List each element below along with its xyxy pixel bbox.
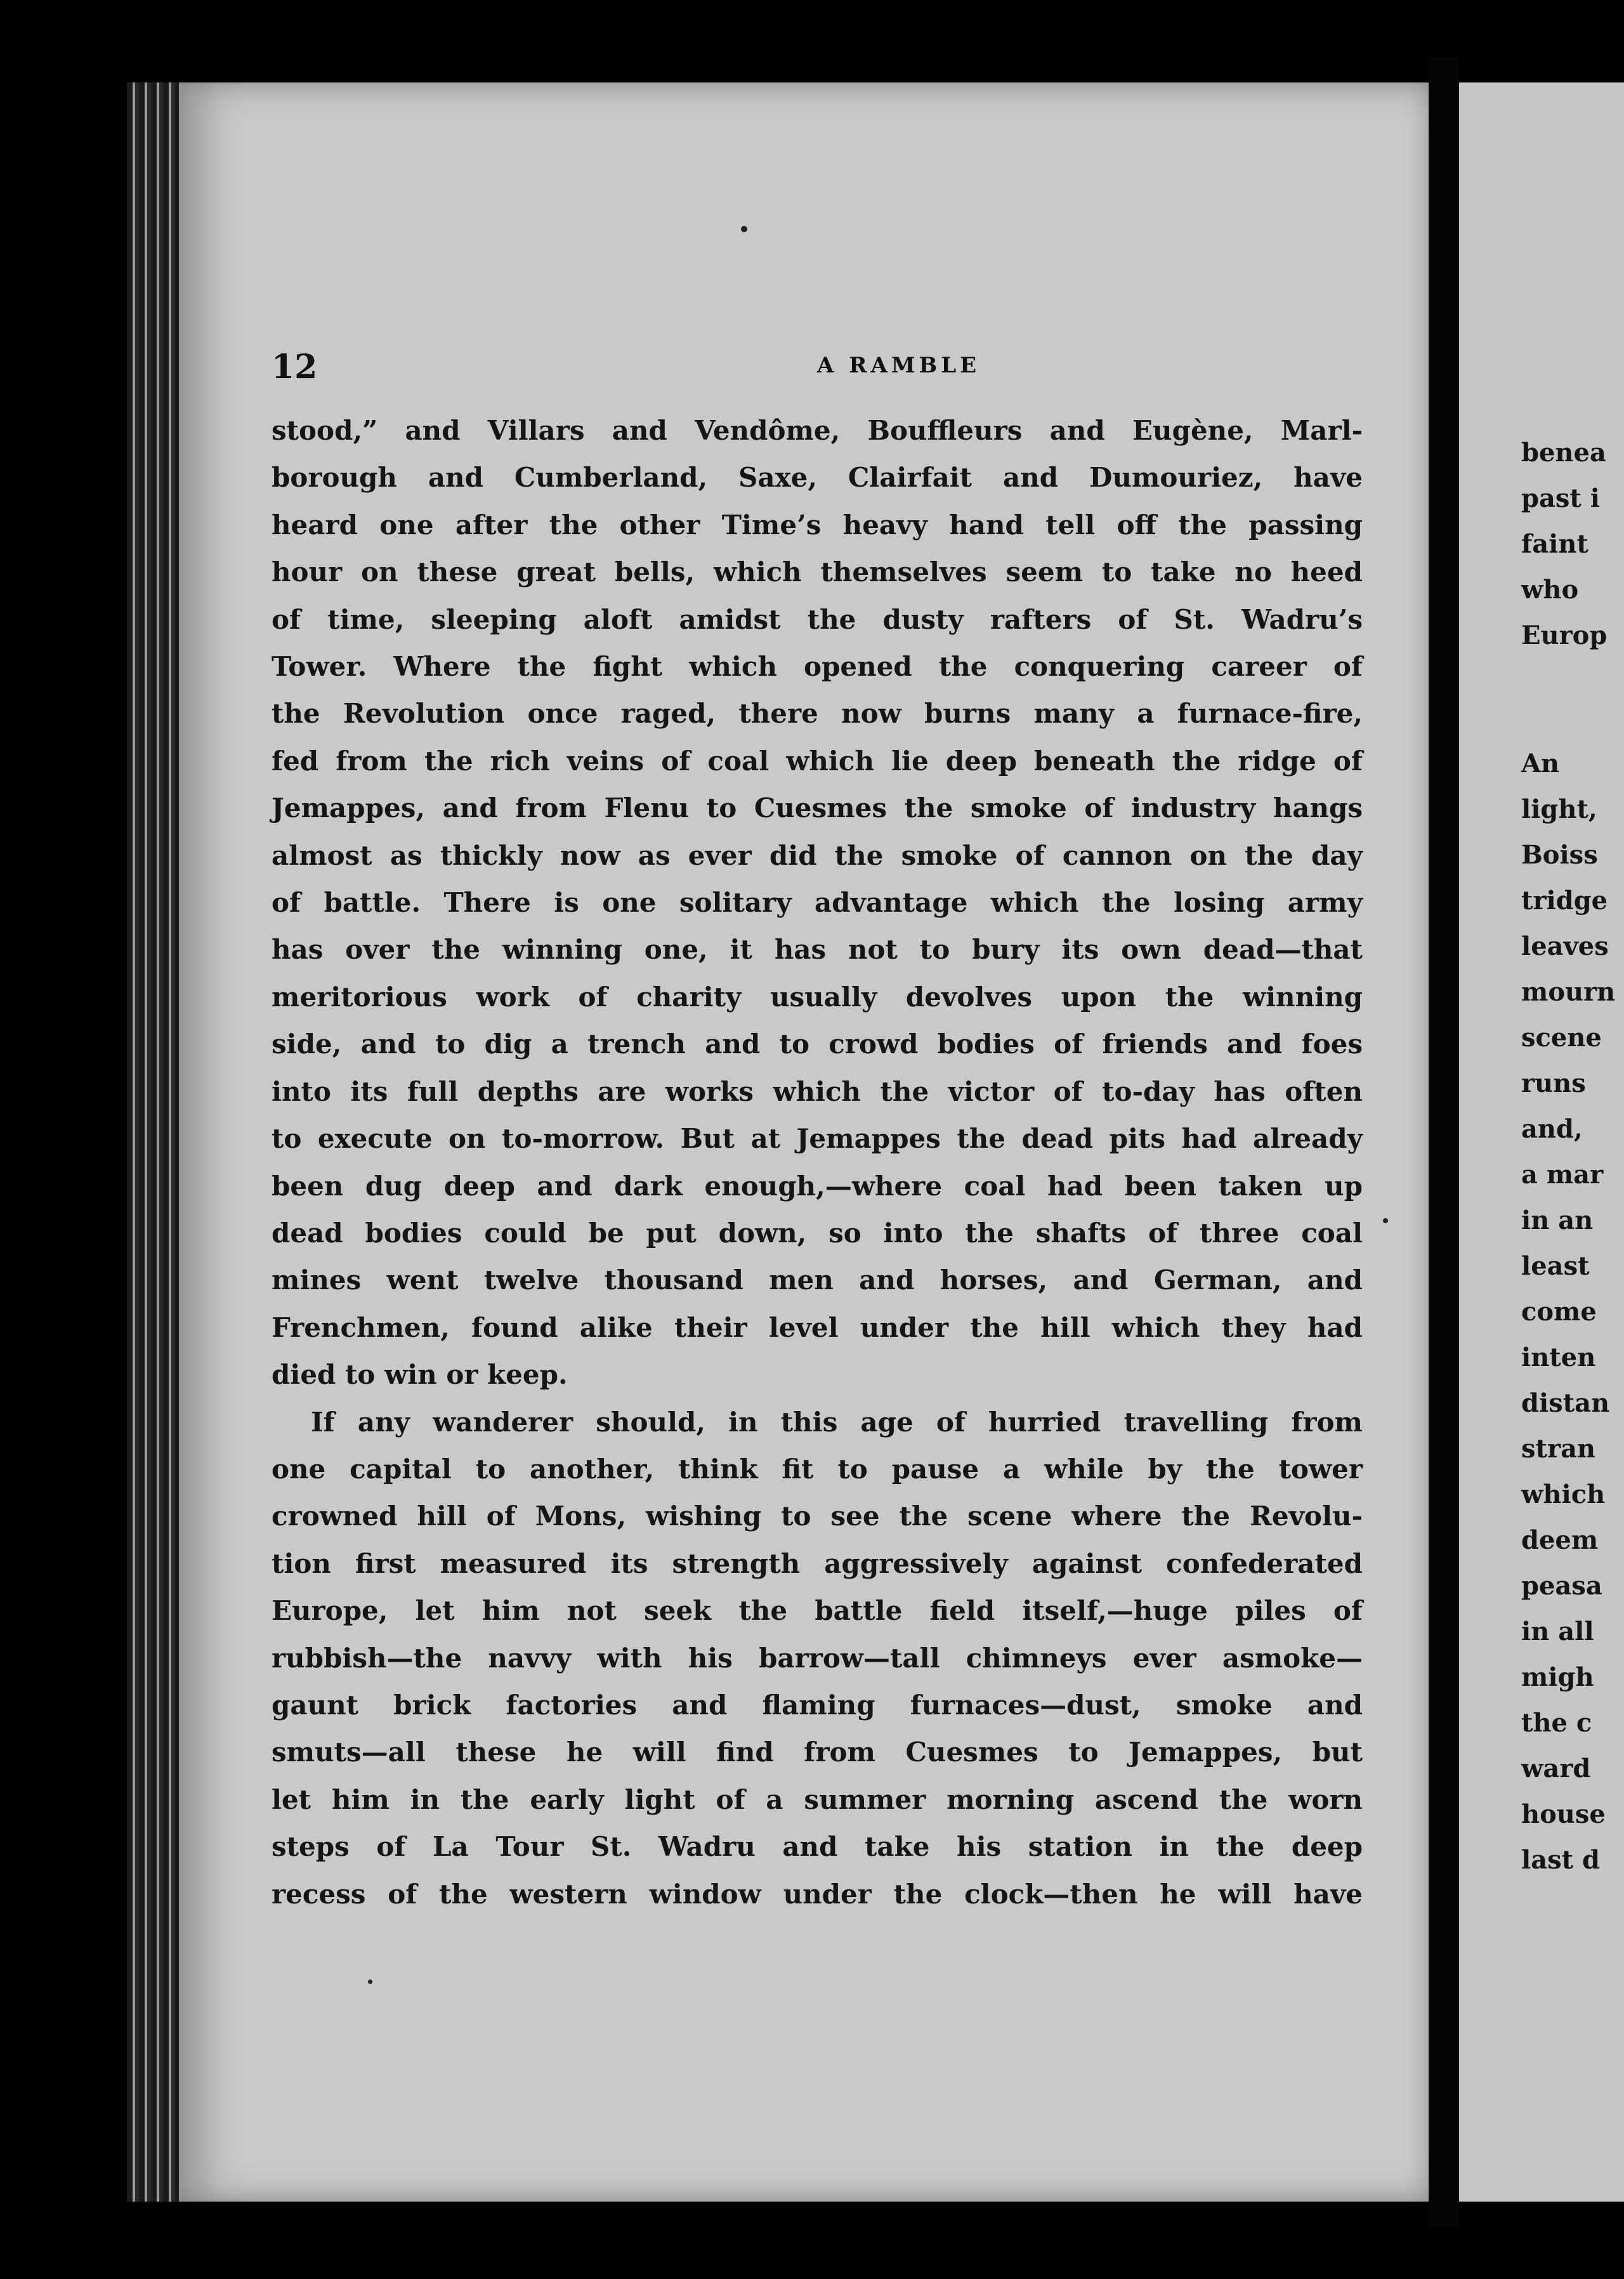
ink-speck: [368, 1980, 372, 1984]
facing-line: the c: [1521, 1708, 1592, 1738]
text-line: fed from the rich veins of coal which lie deep beneath the ridge of: [272, 745, 1363, 777]
facing-line: benea: [1521, 438, 1606, 468]
facing-line: tridge: [1521, 886, 1608, 916]
text-line: the Revolution once raged, there now burns many a furnace-fire,: [272, 698, 1363, 730]
facing-line: who: [1521, 575, 1579, 605]
text-line: steps of La Tour St. Wadru and take his station in the deep: [272, 1831, 1363, 1863]
facing-line: house: [1521, 1799, 1606, 1829]
page-gutter: [1429, 57, 1459, 2227]
body-text: [272, 407, 1363, 1918]
text-line: borough and Cumberland, Saxe, Clairfait and Dumouriez, have: [272, 462, 1363, 494]
facing-line: leaves: [1521, 931, 1609, 961]
text-line: rubbish—the navvy with his barrow—tall chimneys ever asmoke—: [272, 1642, 1363, 1674]
facing-line: in all: [1521, 1617, 1594, 1646]
facing-line: An: [1521, 749, 1560, 778]
ink-speck: [741, 226, 747, 232]
text-line: smuts—all these he will find from Cuesmes to Jemappes, but: [272, 1737, 1363, 1768]
text-line: one capital to another, think fit to pause a while by the tower: [272, 1453, 1363, 1485]
text-line: Jemappes, and from Flenu to Cuesmes the smoke of industry hangs: [272, 792, 1363, 824]
text-line: tion first measured its strength aggressively against confederated: [272, 1547, 1363, 1579]
facing-line: ward: [1521, 1754, 1591, 1783]
text-line: of time, sleeping aloft amidst the dusty rafters of St. Wadru’s: [272, 603, 1363, 635]
running-head: A RAMBLE: [817, 353, 981, 378]
facing-line: which: [1521, 1480, 1606, 1509]
facing-line: come: [1521, 1297, 1597, 1327]
text-line: dead bodies could be put down, so into the shafts of three coal: [272, 1217, 1363, 1249]
text-line: gaunt brick factories and flaming furnaces—dust, smoke and: [272, 1689, 1363, 1721]
text-line: been dug deep and dark enough,—where coal had been taken up: [272, 1170, 1363, 1202]
facing-line: mourn: [1521, 977, 1616, 1007]
text-line: has over the winning one, it has not to bury its own dead—that: [272, 934, 1363, 966]
facing-line: in an: [1521, 1205, 1594, 1235]
text-line: into its full depths are works which the victor of to-day has often: [272, 1075, 1363, 1107]
facing-line: a mar: [1521, 1160, 1604, 1190]
text-line: If any wanderer should, in this age of hurried travelling from: [311, 1406, 1363, 1438]
facing-line: deem: [1521, 1525, 1599, 1555]
text-line: heard one after the other Time’s heavy hand tell off the passing: [272, 509, 1363, 541]
text-line: Frenchmen, found alike their level under the hill which they had: [272, 1311, 1363, 1343]
facing-line: migh: [1521, 1662, 1594, 1692]
facing-line: stran: [1521, 1434, 1596, 1464]
text-line: meritorious work of charity usually devolves upon the winning: [272, 981, 1363, 1013]
text-line: crowned hill of Mons, wishing to see the scene where the Revolu-: [272, 1501, 1363, 1532]
text-line: hour on these great bells, which themselves seem to take no heed: [272, 556, 1363, 588]
facing-line: distan: [1521, 1388, 1610, 1418]
facing-line: and,: [1521, 1114, 1583, 1144]
text-line: of battle. There is one solitary advantage which the losing army: [272, 887, 1363, 919]
facing-line: past i: [1521, 483, 1601, 513]
text-line: died to win or keep.: [272, 1359, 568, 1391]
facing-line: faint: [1521, 529, 1588, 559]
page-header: [272, 348, 1363, 398]
text-line: stood,” and Villars and Vendôme, Bouffleurs and Eugène, Marl-: [272, 415, 1363, 446]
text-line: to execute on to-morrow. But at Jemappes the dead pits had already: [272, 1123, 1363, 1155]
page-number: 12: [272, 348, 318, 386]
facing-line: light,: [1521, 794, 1597, 824]
text-line: recess of the western window under the clock—then he will have: [272, 1878, 1363, 1910]
facing-line: Boiss: [1521, 840, 1598, 870]
text-line: Europe, let him not seek the battle field itself,—huge piles of: [272, 1595, 1363, 1627]
text-line: Tower. Where the fight which opened the conquering career of: [272, 651, 1363, 683]
text-line: almost as thickly now as ever did the smoke of cannon on the day: [272, 839, 1363, 871]
facing-line: peasa: [1521, 1571, 1602, 1601]
facing-line: least: [1521, 1251, 1590, 1281]
facing-line: scene: [1521, 1023, 1602, 1053]
text-line: side, and to dig a trench and to crowd bodies of friends and foes: [272, 1028, 1363, 1060]
facing-line: inten: [1521, 1343, 1596, 1372]
book-binding-edge: [127, 82, 184, 2202]
text-line: mines went twelve thousand men and horses, and German, and: [272, 1264, 1363, 1296]
text-line: let him in the early light of a summer morning ascend the worn: [272, 1783, 1363, 1815]
facing-line: runs: [1521, 1068, 1586, 1098]
ink-speck: [1383, 1218, 1388, 1223]
facing-line: last d: [1521, 1845, 1601, 1875]
facing-line: Europ: [1521, 621, 1608, 650]
